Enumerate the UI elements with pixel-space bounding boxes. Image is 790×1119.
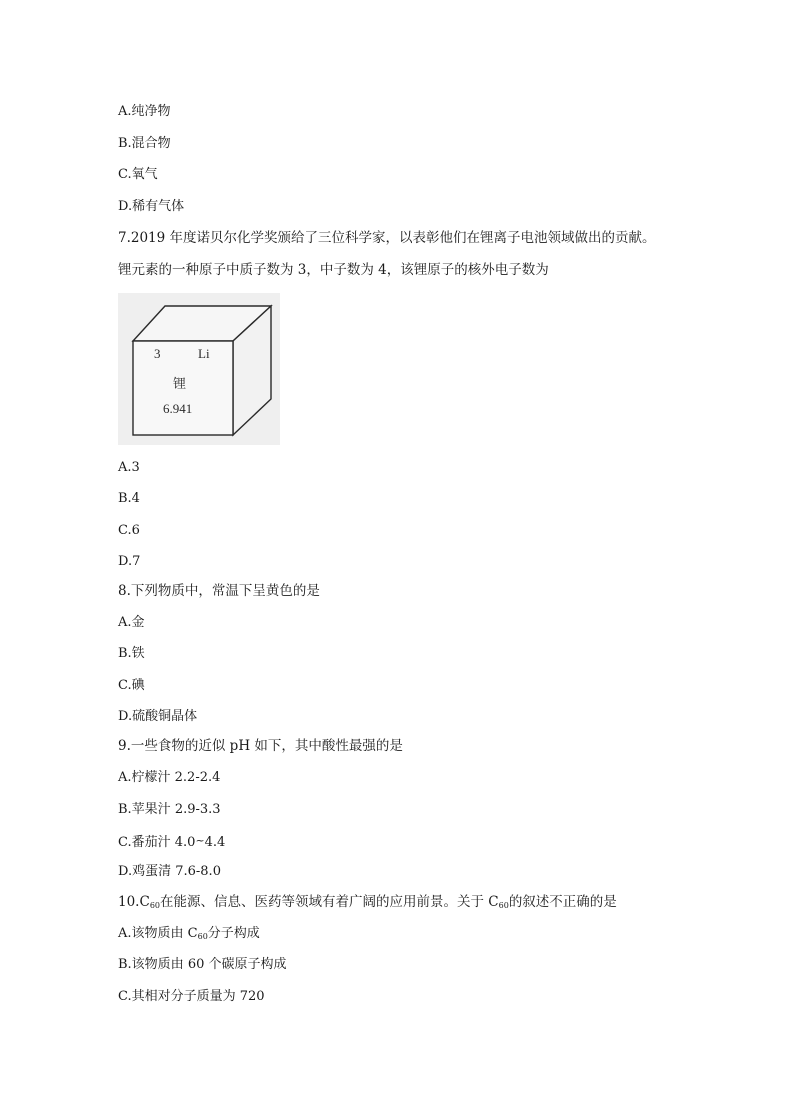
c60-subscript: 60 [149,901,160,910]
q8-stem: 8.下列物质中，常温下呈黄色的是 [118,583,320,599]
q8-option-a: A.金 [118,615,145,630]
q9-option-c-text: C.番茄汁 4.0 [118,835,196,850]
lithium-element-card [118,293,280,445]
c60-subscript: 60 [498,901,509,910]
q6-option-c: C.氧气 [118,167,158,182]
cube-icon [118,293,280,445]
element-name: 锂 [173,376,187,391]
atomic-number: 3 [154,346,161,361]
q9-option-a: A.柠檬汁 2.2-2.4 [118,770,221,785]
q10-stem [118,893,617,915]
q7-option-d: D.7 [118,554,141,569]
q10-stem-middle: 在能源、信息、医药等领域有着广阔的应用前景。关于 C [160,894,499,910]
q9-option-b: B.苹果汁 2.9-3.3 [118,802,221,817]
q7-option-a: A.3 [118,460,140,475]
q10-stem-end: 的叙述不正确的是 [508,894,617,910]
q7-option-c: C.6 [118,523,140,538]
q8-option-d: D.硫酸铜晶体 [118,709,198,724]
q9-option-c [118,832,225,852]
q7-stem-line2: 锂元素的一种原子中质子数为 3，中子数为 4，该锂原子的核外电子数为 [118,262,549,278]
q7-stem-line1: 7.2019 年度诺贝尔化学奖颁给了三位科学家，以表彰他们在锂离子电池领域做出的贡献。 [118,230,656,246]
tilde-symbol: ~ [195,834,205,847]
q9-option-c-upper: 4.4 [204,835,226,850]
q8-option-c: C.碘 [118,678,145,693]
q6-option-a: A.纯净物 [118,104,171,119]
q6-option-d: D.稀有气体 [118,199,185,214]
q7-option-b: B.4 [118,491,140,506]
q10-option-a-end: 分子构成 [207,926,260,941]
q10-stem-start: 10.C [118,894,150,910]
c60-subscript: 60 [197,932,208,941]
element-symbol: Li [198,346,210,361]
q10-option-a-start: A.该物质由 C [118,926,198,941]
q9-option-d: D.鸡蛋清 7.6-8.0 [118,864,221,879]
q8-option-b: B.铁 [118,646,145,661]
q9-stem: 9.一些食物的近似 pH 如下，其中酸性最强的是 [118,738,403,754]
q10-option-a [118,925,260,946]
q10-option-c: C.其相对分子质量为 720 [118,989,265,1004]
q6-option-b: B.混合物 [118,136,171,151]
q10-option-b: B.该物质由 60 个碳原子构成 [118,957,287,972]
atomic-mass: 6.941 [163,401,193,416]
